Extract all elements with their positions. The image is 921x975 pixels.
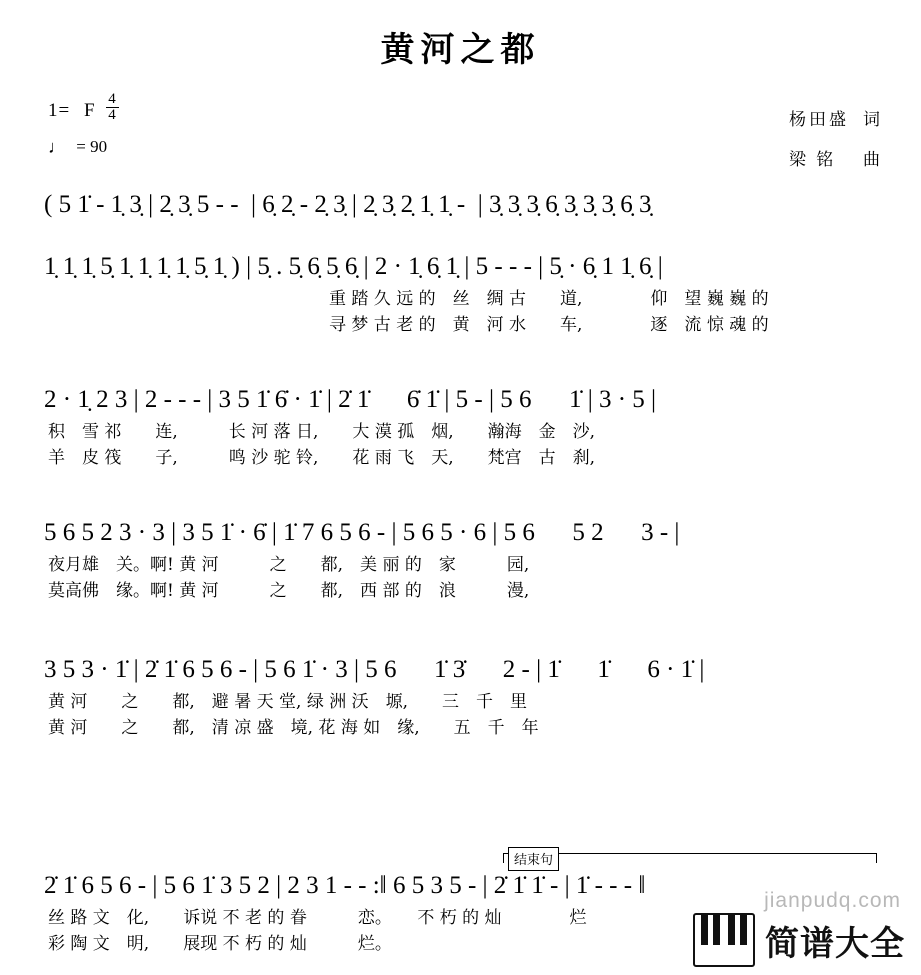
tempo-marking: [48, 136, 107, 157]
lyric-line-1: 夜月雄 关。啊! 黄 河 之 都, 美 丽 的 家 园,: [48, 555, 530, 575]
lyric-line-1: 重 踏 久 远 的 丝 绸 古 道, 仰 望 巍 巍 的: [329, 289, 769, 309]
credit-lyricist: [789, 100, 883, 140]
music-system-2: [44, 252, 890, 338]
music-system-3: [44, 385, 890, 471]
lyricist-role: 词: [863, 110, 883, 129]
lyric-line-2: 寻 梦 古 老 的 黄 河 水 车, 逐 流 惊 魂 的: [329, 315, 769, 335]
lyric-line-1: 丝 路 文 化, 诉说 不 老 的 眷 恋。 不 朽 的 灿 烂: [48, 908, 587, 928]
notation-line: 2 · 1̣ 2 3 | 2 - - - | 3 5 1̇ 6̇ · 1̇ | 2̇ 1̇ 6̇ 1̇ | 5 - | 5 6 1̇ | 3 · 5 |: [44, 386, 657, 413]
time-signature-numerator: 4: [108, 91, 117, 107]
site-logo[interactable]: [693, 913, 905, 967]
quarter-note-icon: ♩: [48, 137, 66, 157]
notation-line: 5 6 5 2 3 · 3 | 3 5 1̇ · 6̇ | 1̇ 7 6 5 6 - | 5 6 5 · 6 | 5 6 5 2 3 - |: [44, 519, 680, 546]
music-system-5: [44, 655, 890, 741]
lyric-line-2: 莫高佛 缘。啊! 黄 河 之 都, 西 部 的 浪 漫,: [48, 581, 530, 601]
ending-label: 结束句: [508, 847, 559, 871]
credits: [789, 100, 883, 180]
ending-bracket: [503, 853, 877, 863]
key-value: F: [83, 100, 96, 121]
composer-role: 曲: [863, 150, 883, 169]
lyric-line-1: 黄 河 之 都, 避 暑 天 堂, 绿 洲 沃 塬, 三 千 里: [48, 692, 528, 712]
lyricist-name: 杨田盛: [789, 110, 849, 129]
piano-icon: [693, 913, 755, 967]
key-label: 1=: [48, 100, 71, 121]
logo-text: 简谱大全: [765, 923, 905, 964]
lyric-line-2: 黄 河 之 都, 清 凉 盛 境, 花 海 如 缘, 五 千 年: [48, 718, 539, 738]
page-title: 黄河之都: [380, 30, 541, 70]
credit-composer: [789, 140, 883, 180]
time-signature: [106, 92, 119, 123]
lyric-line-2: 羊 皮 筏 子, 鸣 沙 驼 铃, 花 雨 飞 天, 梵宫 古 刹,: [48, 448, 596, 468]
notation-line: ( 5 1̇ - 1̣ 3̣ | 2̣ 3̣ 5 - - | 6̣ 2̣ - 2̣ 3̣ | 2̣ 3̣ 2̣ 1̣ 1̣ - | 3̣ 3̣ 3̣ 6̣ 3̣ 3̣ 3̣ 6̣ 3̣: [44, 191, 652, 218]
tempo-value: = 90: [76, 137, 108, 156]
music-system-1: [44, 190, 890, 224]
music-system-4: [44, 518, 890, 604]
notation-line: 2̇ 1̇ 6 5 6 - | 5 6 1̇ 3 5 2 | 2 3 1 - - :‖ 6 5 3 5 - | 2̇ 1̇ 1̇ - | 1̇ - - - ‖: [44, 872, 646, 899]
key-signature: [48, 92, 119, 123]
lyric-line-2: 彩 陶 文 明, 展现 不 朽 的 灿 烂。: [48, 934, 392, 954]
notation-line: 3 5 3 · 1̇ | 2̇ 1̇ 6 5 6 - | 5 6 1̇ · 3 | 5 6 1̇ 3̇ 2 - | 1̇ 1̇ 6 · 1̇ |: [44, 656, 705, 683]
lyric-line-1: 积 雪 祁 连, 长 河 落 日, 大 漠 孤 烟, 瀚海 金 沙,: [48, 422, 596, 442]
notation-line: 1̣ 1̣ 1̣ 5̣ 1̣ 1̣ 1̣ 1̣ 5̣ 1̣ ) | 5̣ . 5̣ 6̣ 5̣ 6̣ | 2 · 1̣ 6̣ 1̣ | 5 - - - | 5̣ · 6̣ 1 1̣ 6̣ |: [44, 253, 663, 280]
time-signature-denominator: 4: [108, 107, 117, 123]
composer-name: 梁 铭: [789, 150, 837, 169]
site-url: jianpudq.com: [764, 889, 901, 912]
